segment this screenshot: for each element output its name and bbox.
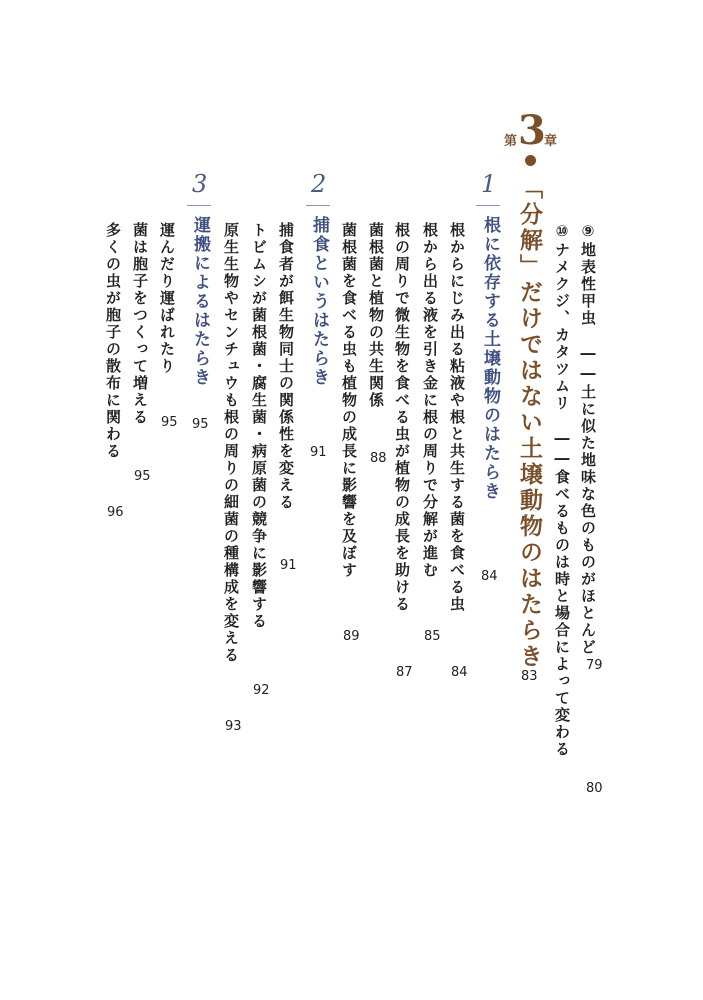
- toc-entry[interactable]: 多くの虫が胞子の散布に関わる: [104, 222, 122, 460]
- page-number: 95: [134, 469, 151, 484]
- page-number: 89: [343, 629, 360, 644]
- toc-entry[interactable]: トビムシが菌根菌・腐生菌・病原菌の競争に影響する: [250, 222, 268, 630]
- chapter-label: [504, 107, 564, 154]
- section-number: 3: [192, 170, 208, 198]
- section-number: 1: [481, 170, 497, 198]
- page-number: 84: [481, 569, 498, 584]
- page-number: 92: [253, 683, 270, 698]
- chapter-suffix: 章: [544, 134, 558, 149]
- section-title[interactable]: 運搬によるはたらき: [190, 216, 210, 387]
- toc-entry[interactable]: 菌根菌を食べる虫も植物の成長に影響を及ぼす: [340, 222, 358, 579]
- page-number: 95: [161, 415, 178, 430]
- page-number: 79: [586, 658, 603, 673]
- page-number: 91: [310, 445, 327, 460]
- page-number: 85: [424, 629, 441, 644]
- toc-entry-9[interactable]: ⑨地表性甲虫 ――土に似た地味な色のものがほとんど: [579, 222, 597, 656]
- chapter-prefix: 第: [504, 134, 518, 149]
- section-number: 2: [311, 170, 327, 198]
- page-number: 93: [225, 719, 242, 734]
- section-title[interactable]: 根に依存する土壌動物のはたらき: [480, 216, 500, 501]
- toc-entry[interactable]: 菌は胞子をつくって増える: [131, 222, 149, 426]
- page-number: 96: [107, 505, 124, 520]
- page-number: 80: [586, 781, 603, 796]
- toc-entry[interactable]: 運んだり運ばれたり: [158, 222, 176, 375]
- chapter-title[interactable]: 「分解」だけではない土壌動物のはたらき: [516, 176, 542, 670]
- page-number: 88: [370, 451, 387, 466]
- toc-entry[interactable]: 原生生物やセンチュウも根の周りの細菌の種構成を変える: [222, 222, 240, 664]
- section-divider: [306, 205, 330, 206]
- toc-entry[interactable]: 菌根菌と植物の共生関係: [367, 222, 385, 409]
- toc-entry[interactable]: 捕食者が餌生物同士の関係性を変える: [277, 222, 295, 511]
- toc-entry[interactable]: 根からにじみ出る粘液や根と共生する菌を食べる虫: [448, 222, 466, 613]
- chapter-number: 3: [518, 107, 546, 154]
- page-number: 91: [280, 558, 297, 573]
- section-divider: [187, 205, 211, 206]
- page-number: 87: [396, 665, 413, 680]
- chapter-dot-icon: [525, 155, 536, 166]
- page-number: 84: [451, 665, 468, 680]
- chapter-page-number: 83: [521, 669, 538, 684]
- page-number: 95: [192, 417, 209, 432]
- toc-entry-10[interactable]: ⑩ナメクジ、カタツムリ ――食べるものは時と場合によって変わる: [553, 222, 571, 758]
- section-divider: [476, 205, 500, 206]
- toc-entry[interactable]: 根から出る液を引き金に根の周りで分解が進む: [421, 222, 439, 579]
- section-title[interactable]: 捕食というはたらき: [309, 216, 329, 387]
- toc-entry[interactable]: 根の周りで微生物を食べる虫が植物の成長を助ける: [393, 222, 411, 613]
